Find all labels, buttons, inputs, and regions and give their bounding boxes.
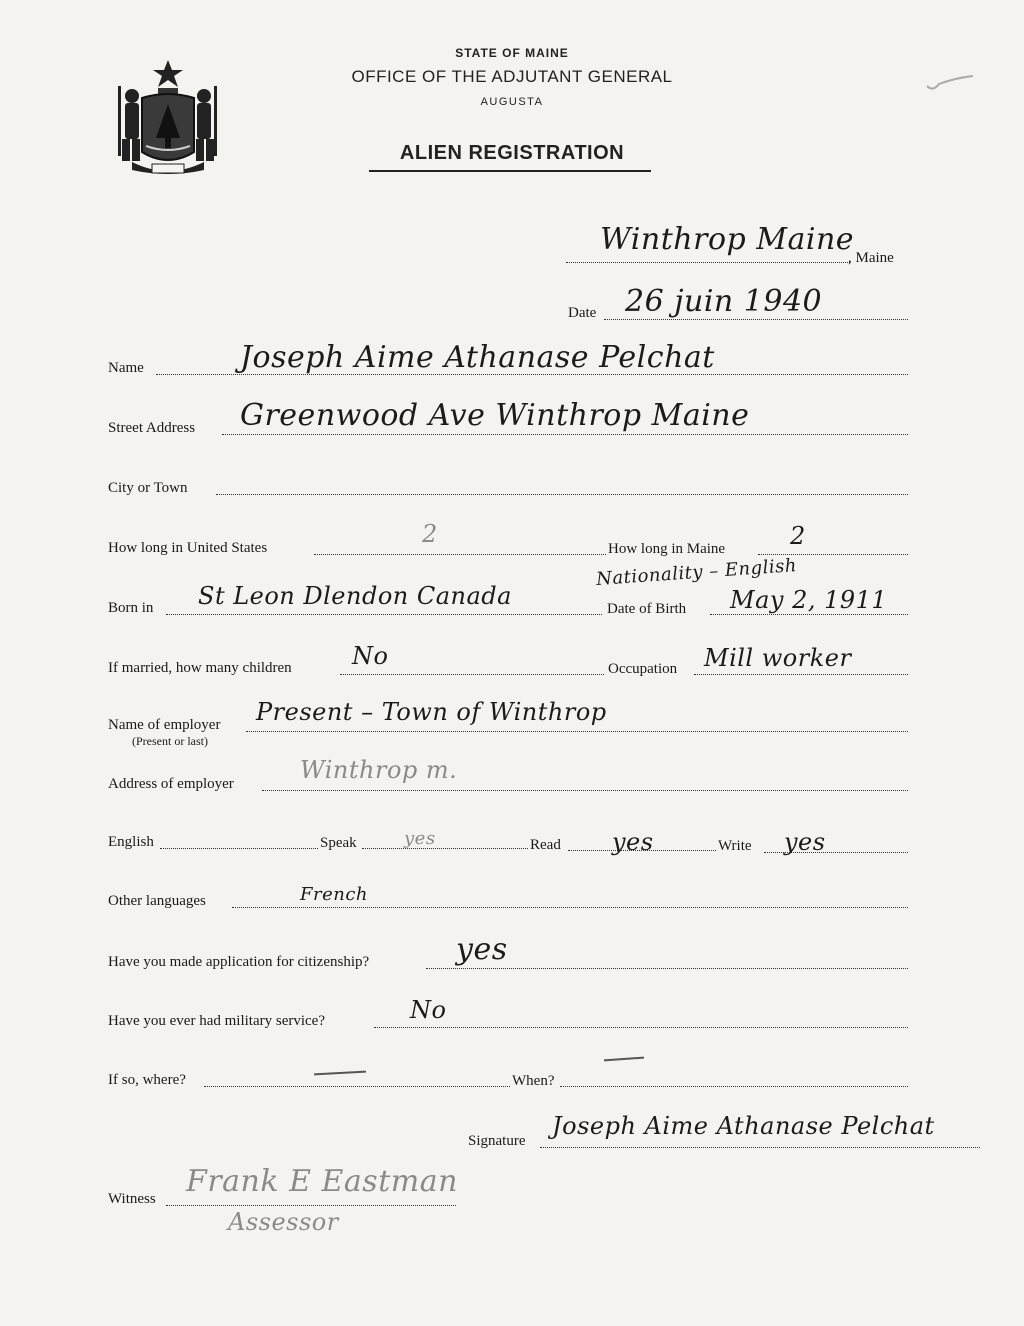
street-label: Street Address <box>108 420 196 436</box>
street-entry: Greenwood Ave Winthrop Maine <box>240 398 750 433</box>
english-line <box>160 848 318 849</box>
street-line <box>222 434 908 435</box>
other-languages-entry: French <box>300 884 369 905</box>
married-children-line <box>340 674 604 675</box>
occupation-line <box>694 674 908 675</box>
read-entry: yes <box>612 828 654 856</box>
write-label: Write <box>718 838 752 854</box>
speak-line <box>362 848 528 849</box>
employer-entry: Present – Town of Winthrop <box>256 698 607 726</box>
born-entry: St Leon Dlendon Canada <box>198 582 512 610</box>
witness-label: Witness <box>108 1191 156 1207</box>
date-label: Date <box>568 305 597 321</box>
employer-line <box>246 731 908 732</box>
witness-line <box>166 1205 456 1206</box>
witness-title-entry: Assessor <box>228 1208 339 1236</box>
employer-label: Name of employer <box>108 717 221 733</box>
other-languages-line <box>232 907 908 908</box>
date-entry: 26 juin 1940 <box>625 284 823 319</box>
dob-entry: May 2, 1911 <box>730 586 888 614</box>
employer-address-entry: Winthrop m. <box>300 756 458 784</box>
military-line <box>374 1027 908 1028</box>
header-city: AUGUSTA <box>480 96 544 108</box>
born-line <box>166 614 602 615</box>
occupation-label: Occupation <box>608 661 678 677</box>
employer-sub-label: (Present or last) <box>132 734 208 748</box>
header-state: STATE OF MAINE <box>455 46 569 60</box>
city-label: City or Town <box>108 480 188 496</box>
military-label: Have you ever had military service? <box>108 1013 325 1029</box>
citizenship-line <box>426 968 908 969</box>
how-long-maine-label: How long in Maine <box>608 541 726 557</box>
town-entry: Winthrop Maine <box>600 222 855 257</box>
write-entry: yes <box>784 828 826 856</box>
employer-address-label: Address of employer <box>108 776 234 792</box>
name-entry: Joseph Aime Athanase Pelchat <box>240 340 715 375</box>
married-children-label: If married, how many children <box>108 660 292 676</box>
citizenship-entry: yes <box>456 932 508 967</box>
name-label: Name <box>108 360 144 376</box>
town-line <box>566 262 850 263</box>
employer-address-line <box>262 790 908 791</box>
speak-entry: yes <box>404 828 436 849</box>
citizenship-label: Have you made application for citizenship? <box>108 954 370 970</box>
how-long-us-entry: 2 <box>422 520 438 548</box>
date-line <box>604 319 908 320</box>
pencil-check-mark-icon <box>925 72 975 94</box>
occupation-entry: Mill worker <box>704 644 852 672</box>
where-dash-mark <box>314 1071 366 1076</box>
town-suffix-label: , Maine <box>848 250 894 266</box>
header-office: OFFICE OF THE ADJUTANT GENERAL <box>351 67 673 86</box>
witness-entry: Frank E Eastman <box>186 1164 458 1199</box>
when-label: When? <box>512 1073 555 1089</box>
born-label: Born in <box>108 600 154 616</box>
other-languages-label: Other languages <box>108 893 206 909</box>
form-title: ALIEN REGISTRATION <box>399 142 625 164</box>
how-long-us-label: How long in United States <box>108 540 268 556</box>
dob-line <box>710 614 908 615</box>
city-line <box>216 494 908 495</box>
nationality-note: Nationality – English <box>595 555 798 590</box>
how-long-maine-entry: 2 <box>790 522 806 550</box>
military-entry: No <box>410 996 447 1024</box>
when-line <box>560 1086 908 1087</box>
speak-label: Speak <box>320 835 357 851</box>
dob-label: Date of Birth <box>607 601 687 617</box>
english-label: English <box>108 834 154 850</box>
read-label: Read <box>530 837 561 853</box>
when-dash-mark <box>604 1057 644 1062</box>
where-label: If so, where? <box>108 1072 186 1088</box>
where-line <box>204 1086 510 1087</box>
how-long-maine-line <box>758 554 908 555</box>
how-long-us-line <box>314 554 606 555</box>
signature-label: Signature <box>468 1133 526 1149</box>
children-entry: No <box>352 642 389 670</box>
signature-line <box>540 1147 980 1148</box>
signature-entry: Joseph Aime Athanase Pelchat <box>552 1112 935 1140</box>
title-underline <box>369 170 651 172</box>
